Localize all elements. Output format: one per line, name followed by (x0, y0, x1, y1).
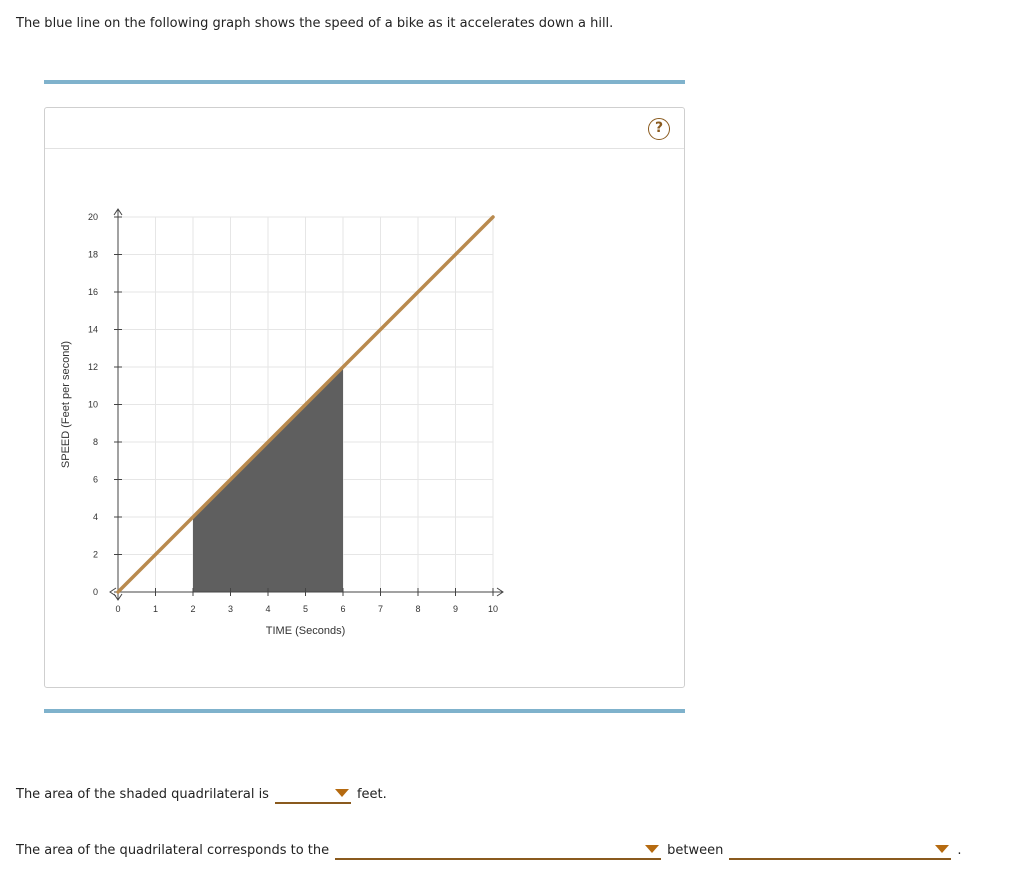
y-tick-label: 16 (87, 287, 98, 297)
question-prompt: The blue line on the following graph shows the speed of a bike as it accelerates down a hill. (16, 16, 614, 31)
period-text: . (957, 843, 962, 858)
x-tick-label: 2 (190, 604, 196, 614)
y-tick-label: 18 (87, 249, 98, 260)
x-tick-label: 7 (377, 604, 384, 614)
x-tick-label: 8 (415, 604, 421, 614)
x-tick-label: 6 (340, 604, 346, 614)
chevron-down-icon (645, 845, 659, 853)
y-tick-label: 10 (87, 399, 98, 410)
chevron-down-icon (335, 789, 349, 797)
bottom-divider (44, 709, 685, 713)
y-tick-label: 12 (87, 362, 98, 372)
correspondence-question-text: The area of the quadrilateral corresponds to the (16, 843, 330, 858)
x-tick-label: 4 (265, 604, 271, 614)
x-tick-label: 10 (487, 604, 499, 614)
y-tick-label: 8 (92, 437, 98, 447)
help-button[interactable]: ? (648, 118, 670, 140)
y-tick-label: 6 (92, 474, 98, 485)
x-tick-label: 0 (115, 604, 121, 614)
y-tick-label: 2 (92, 549, 98, 560)
graph-panel (44, 107, 685, 688)
y-tick-label: 4 (92, 512, 98, 522)
x-tick-label: 1 (152, 604, 159, 614)
between-text: between (667, 843, 724, 858)
x-tick-label: 5 (302, 604, 309, 614)
x-tick-label: 3 (227, 604, 234, 614)
area-value-dropdown[interactable] (275, 784, 351, 804)
y-tick-label: 20 (87, 212, 98, 222)
speed-time-chart (45, 108, 684, 687)
x-axis-label: TIME (Seconds) (265, 625, 346, 637)
y-tick-label: 14 (87, 324, 98, 335)
y-axis-label: SPEED (Feet per second) (60, 340, 72, 469)
y-tick-label: 0 (92, 587, 98, 597)
quantity-dropdown[interactable] (335, 840, 661, 860)
area-unit-text: feet. (356, 787, 387, 802)
correspondence-question-row (16, 840, 961, 860)
area-question-text: The area of the shaded quadrilateral is (16, 787, 269, 802)
interval-dropdown[interactable] (729, 840, 951, 860)
area-question-row (16, 784, 387, 804)
chevron-down-icon (935, 845, 949, 853)
x-tick-label: 9 (452, 604, 459, 614)
top-divider (44, 80, 685, 84)
